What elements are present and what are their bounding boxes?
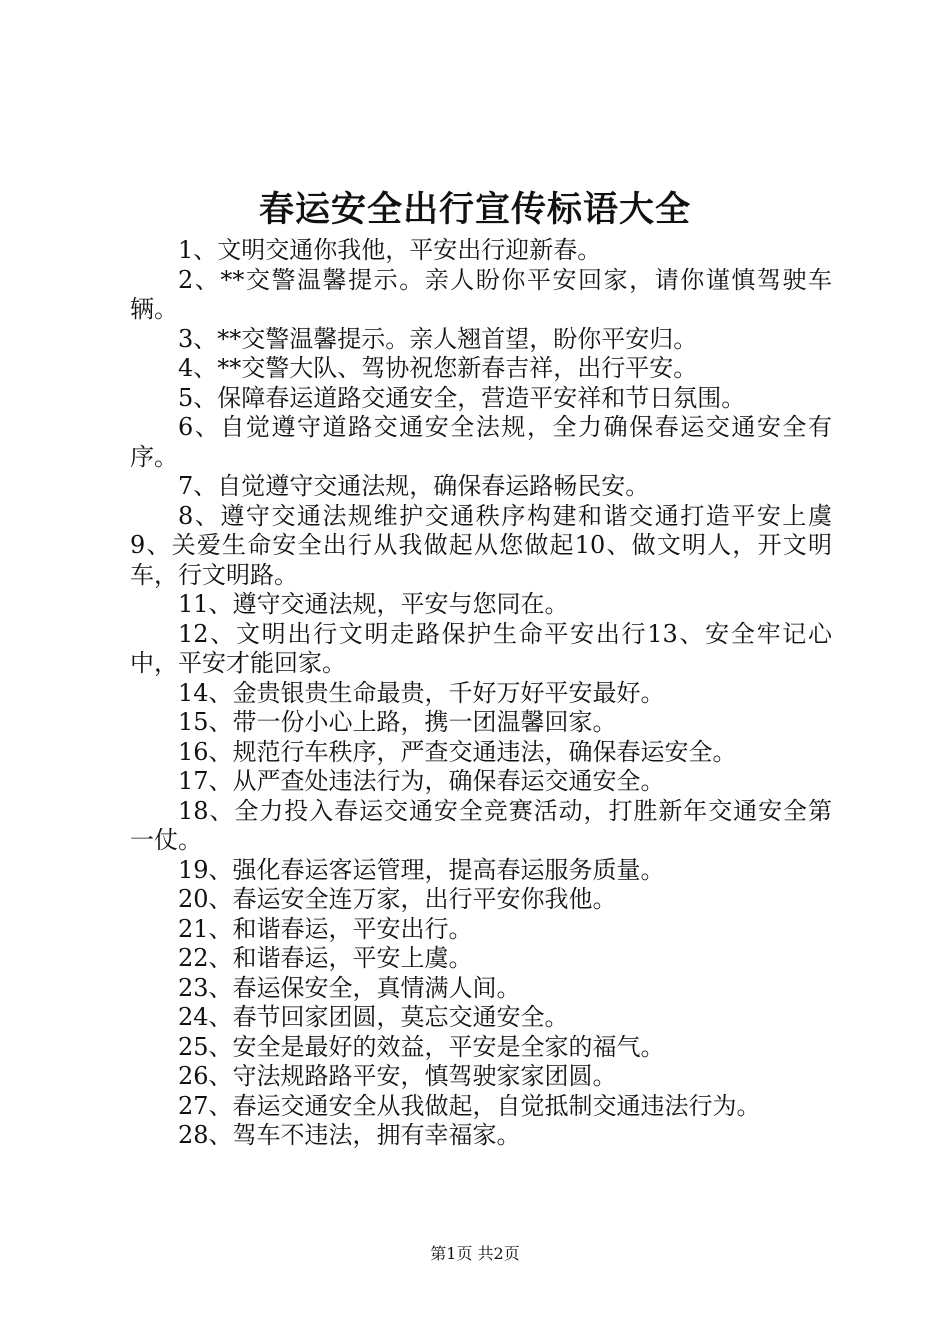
slogan-paragraph: 15、带一份小心上路，携一团温馨回家。 xyxy=(178,708,617,736)
page-footer: 第1页 共2页 xyxy=(430,1244,520,1263)
slogan-paragraph: 7、自觉遵守交通法规，确保春运路畅民安。 xyxy=(178,472,650,500)
slogan-paragraph: 28、驾车不违法，拥有幸福家。 xyxy=(178,1121,521,1149)
slogan-paragraph: 4、**交警大队、驾协祝您新春吉祥，出行平安。 xyxy=(178,354,698,382)
slogan-paragraph: 22、和谐春运，平安上虞。 xyxy=(178,944,473,972)
document-body xyxy=(130,236,832,1151)
slogan-paragraph: 18、全力投入春运交通安全竞赛活动，打胜新年交通安全第一仗。 xyxy=(130,796,832,854)
slogan-paragraph: 16、规范行车秩序，严查交通违法，确保春运安全。 xyxy=(178,737,737,766)
slogan-paragraph: 21、和谐春运，平安出行。 xyxy=(178,914,473,943)
slogan-paragraph: 11、遵守交通法规，平安与您同在。 xyxy=(178,590,569,618)
slogan-paragraph: 27、春运交通安全从我做起，自觉抵制交通违法行为。 xyxy=(178,1091,761,1120)
slogan-paragraph: 17、从严查处违法行为，确保春运交通安全。 xyxy=(178,767,665,795)
slogan-paragraph: 8、遵守交通法规维护交通秩序构建和谐交通打造平安上虞9、关爱生命安全出行从我做起从您做起10、做文明人，开文明车，行文明路。 xyxy=(130,501,832,589)
slogan-paragraph: 19、强化春运客运管理，提高春运服务质量。 xyxy=(178,855,665,884)
slogan-paragraph: 2、**交警温馨提示。亲人盼你平安回家，请你谨慎驾驶车辆。 xyxy=(130,265,832,323)
slogan-paragraph: 6、自觉遵守道路交通安全法规，全力确保春运交通安全有序。 xyxy=(130,413,832,471)
slogan-paragraph: 26、守法规路路平安，慎驾驶家家团圆。 xyxy=(178,1062,617,1090)
slogan-paragraph: 24、春节回家团圆，莫忘交通安全。 xyxy=(178,1003,569,1031)
slogan-paragraph: 5、保障春运道路交通安全，营造平安祥和节日氛围。 xyxy=(178,383,746,412)
slogan-paragraph: 23、春运保安全，真情满人间。 xyxy=(178,973,521,1002)
slogan-paragraph: 14、金贵银贵生命最贵，千好万好平安最好。 xyxy=(178,678,665,707)
slogan-paragraph: 3、**交警温馨提示。亲人翘首望，盼你平安归。 xyxy=(178,324,698,353)
slogan-paragraph: 25、安全是最好的效益，平安是全家的福气。 xyxy=(178,1032,665,1061)
document-title: 春运安全出行宣传标语大全 xyxy=(258,189,691,230)
slogan-paragraph: 1、文明交通你我他，平安出行迎新春。 xyxy=(178,236,602,264)
slogan-paragraph: 12、文明出行文明走路保护生命平安出行13、安全牢记心中，平安才能回家。 xyxy=(130,619,832,677)
slogan-paragraph: 20、春运安全连万家，出行平安你我他。 xyxy=(178,885,617,913)
